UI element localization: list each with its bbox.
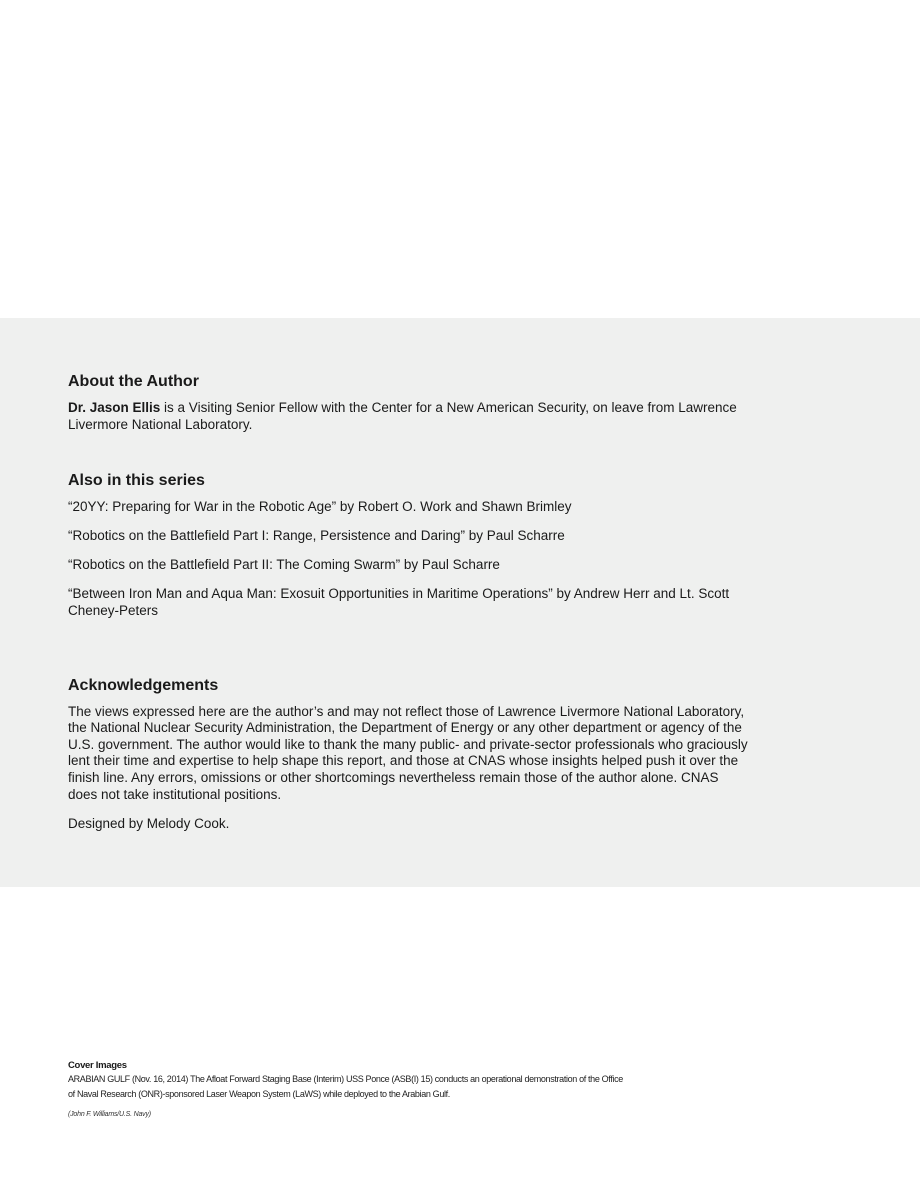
series-section	[68, 471, 748, 619]
author-bio	[68, 400, 748, 433]
series-item: “Robotics on the Battlefield Part II: The Coming Swarm” by Paul Scharre	[68, 557, 500, 573]
cover-images-caption	[68, 1059, 628, 1120]
author-name: Dr. Jason Ellis	[68, 400, 161, 415]
author-bio-text: is a Visiting Senior Fellow with the Center for a New American Security, on leave from Lawrence Livermore National Laboratory.	[68, 400, 737, 432]
acknowledgements-heading: Acknowledgements	[68, 676, 219, 694]
info-panel-content	[68, 372, 748, 833]
series-item: “Robotics on the Battlefield Part I: Range, Persistence and Daring” by Paul Scharre	[68, 528, 565, 544]
photo-credit: (John F. Williams/U.S. Navy)	[68, 1111, 151, 1118]
designer-credit: Designed by Melody Cook.	[68, 816, 230, 832]
series-item: “Between Iron Man and Aqua Man: Exosuit Opportunities in Maritime Operations” by Andrew Herr and Lt. Scott Cheney-Peters	[68, 586, 730, 619]
cover-images-title: Cover Images	[68, 1060, 127, 1071]
acknowledgements-section	[68, 676, 748, 833]
about-author-heading: About the Author	[68, 373, 199, 390]
info-panel	[0, 318, 920, 887]
series-item: “20YY: Preparing for War in the Robotic Age” by Robert O. Work and Shawn Brimley	[68, 499, 572, 515]
about-author-section	[68, 372, 748, 433]
series-heading: Also in this series	[68, 472, 205, 490]
acknowledgements-body: The views expressed here are the author’s and may not reflect those of Lawrence Livermore National Laboratory, the National Nuclear Security Administration, the Department of Energy or any other department or agency of the U.S. government. The author would like to thank the many public- and private-sector professionals who graciously lent their time and expertise to help shape this report, and those at CNAS whose insights helped push it over the finish line. Any errors, omissions or other shortcomings nevertheless remain those of the author alone. CNAS does not take institutional positions.	[68, 703, 748, 802]
cover-images-text: ARABIAN GULF (Nov. 16, 2014) The Afloat Forward Staging Base (Interim) USS Ponce (ASB(I) 15) conducts an operational demonstration of the Office of Naval Research (ONR)-sponsored Laser Weapon System (LaWS) while deployed to the Arabian Gulf.	[68, 1074, 623, 1099]
